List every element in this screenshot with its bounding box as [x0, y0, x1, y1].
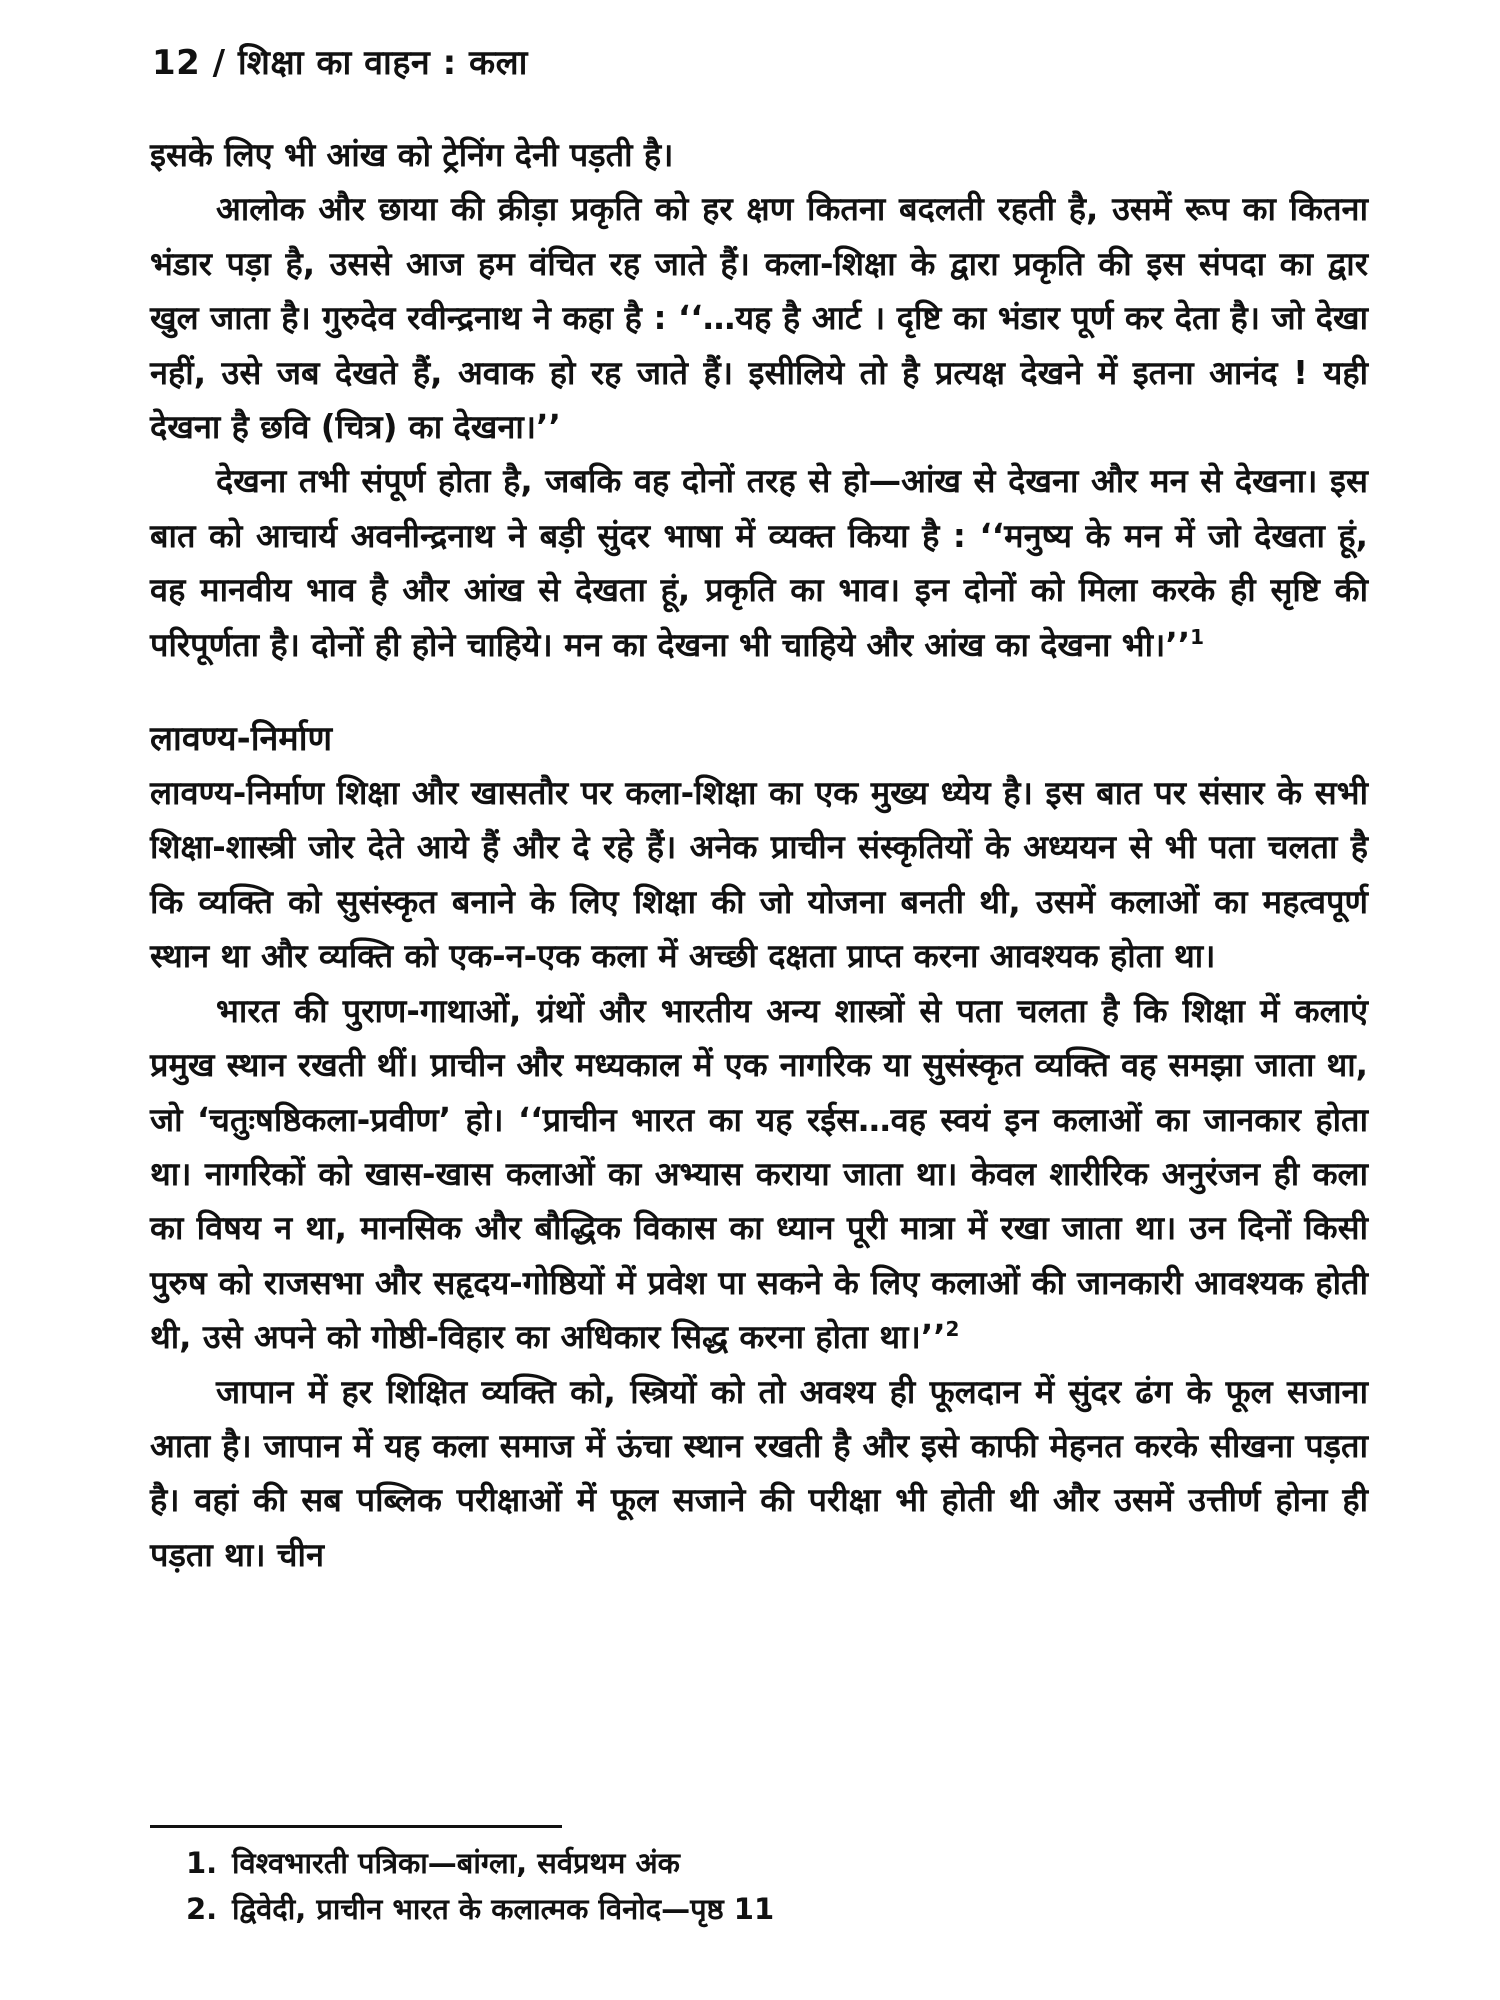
footnotes [186, 1840, 1286, 1932]
footnote-number: 1. [186, 1846, 218, 1880]
paragraph-6: जापान में हर शिक्षित व्यक्ति को, स्त्रियों को तो अवश्य ही फूलदान में सुंदर ढंग के फूल सजाना आता है। जापान में यह कला समाज में ऊंचा स्थान रखती है और इसे काफी मेहनत करके सीखना पड़ता है। वहां की सब पब्लिक परीक्षाओं में फूल सजाने की परीक्षा भी होती थी और उसमें उत्तीर्ण होना ही पड़ता था। चीन [150, 1372, 1368, 1574]
section-heading: लावण्य-निर्माण [150, 719, 333, 760]
footnote-divider [150, 1825, 562, 1828]
footnote-1 [186, 1840, 1286, 1886]
paragraph-1: इसके लिए भी आंख को ट्रेनिंग देनी पड़ती है। [150, 136, 674, 174]
footnote-text: द्विवेदी, प्राचीन भारत के कलात्मक विनोद—पृष्ठ 11 [232, 1892, 775, 1926]
paragraph-2: आलोक और छाया की क्रीड़ा प्रकृति को हर क्षण कितना बदलती रहती है, उसमें रूप का कितना भंडार पड़ा है, उससे आज हम वंचित रह जाते हैं। कला-शिक्षा के द्वारा प्रकृति की इस संपदा का द्वार खुल जाता है। गुरुदेव रवीन्द्रनाथ ने कहा है : ‘‘…यह है आर्ट । दृष्टि का भंडार पूर्ण कर देता है। जो देखा नहीं, उसे जब देखते हैं, अवाक हो रह जाते हैं। इसीलिये तो है प्रत्यक्ष देखने में इतना आनंद ! यही देखना है छवि (चित्र) का देखना।’’ [150, 190, 1368, 447]
running-head: 12 / शिक्षा का वाहन : कला [152, 43, 528, 83]
paragraph-4: लावण्य-निर्माण शिक्षा और खासतौर पर कला-शिक्षा का एक मुख्य ध्येय है। इस बात पर संसार के सभी शिक्षा-शास्त्री जोर देते आये हैं और दे रहे हैं। अनेक प्राचीन संस्कृतियों के अध्ययन से भी पता चलता है कि व्यक्ति को सुसंस्कृत बनाने के लिए शिक्षा की जो योजना बनती थी, उसमें कलाओं का महत्वपूर्ण स्थान था और व्यक्ति को एक-न-एक कला में अच्छी दक्षता प्राप्त करना आवश्यक होता था। [150, 774, 1368, 976]
paragraph-3: देखना तभी संपूर्ण होता है, जबकि वह दोनों तरह से हो—आंख से देखना और मन से देखना। इस बात को आचार्य अवनीन्द्रनाथ ने बड़ी सुंदर भाषा में व्यक्त किया है : ‘‘मनुष्य के मन में जो देखता हूं, वह मानवीय भाव है और आंख से देखता हूं, प्रकृति का भाव। इन दोनों को मिला करके ही सृष्टि की परिपूर्णता है। दोनों ही होने चाहिये। मन का देखना भी चाहिये और आंख का देखना भी।’’$^1$ [150, 462, 1369, 664]
paragraph-5: भारत की पुराण-गाथाओं, ग्रंथों और भारतीय अन्य शास्त्रों से पता चलता है कि शिक्षा में कलाएं प्रमुख स्थान रखती थीं। प्राचीन और मध्यकाल में एक नागरिक या सुसंस्कृत व्यक्ति वह समझा जाता था, जो ‘चतुःषष्ठिकला-प्रवीण’ हो। ‘‘प्राचीन भारत का यह रईस…वह स्वयं इन कलाओं का जानकार होता था। नागरिकों को खास-खास कलाओं का अभ्यास कराया जाता था। केवल शारीरिक अनुरंजन ही कला का विषय न था, मानसिक और बौद्धिक विकास का ध्यान पूरी मात्रा में रखा जाता था। उन दिनों किसी पुरुष को राजसभा और सहृदय-गोष्ठियों में प्रवेश पा सकने के लिए कलाओं की जानकारी आवश्यक होती थी, उसे अपने को गोष्ठी-विहार का अधिकार सिद्ध करना होता था।’’$^2$ [150, 991, 1368, 1357]
footnote-2 [186, 1886, 1286, 1932]
footnote-mark-1: 1 [1190, 624, 1204, 649]
main-text [150, 128, 1368, 1582]
footnote-mark-2: 2 [945, 1317, 960, 1342]
footnote-number: 2. [186, 1892, 218, 1926]
footnote-text: विश्वभारती पत्रिका—बांग्ला, सर्वप्रथम अंक [232, 1846, 680, 1880]
